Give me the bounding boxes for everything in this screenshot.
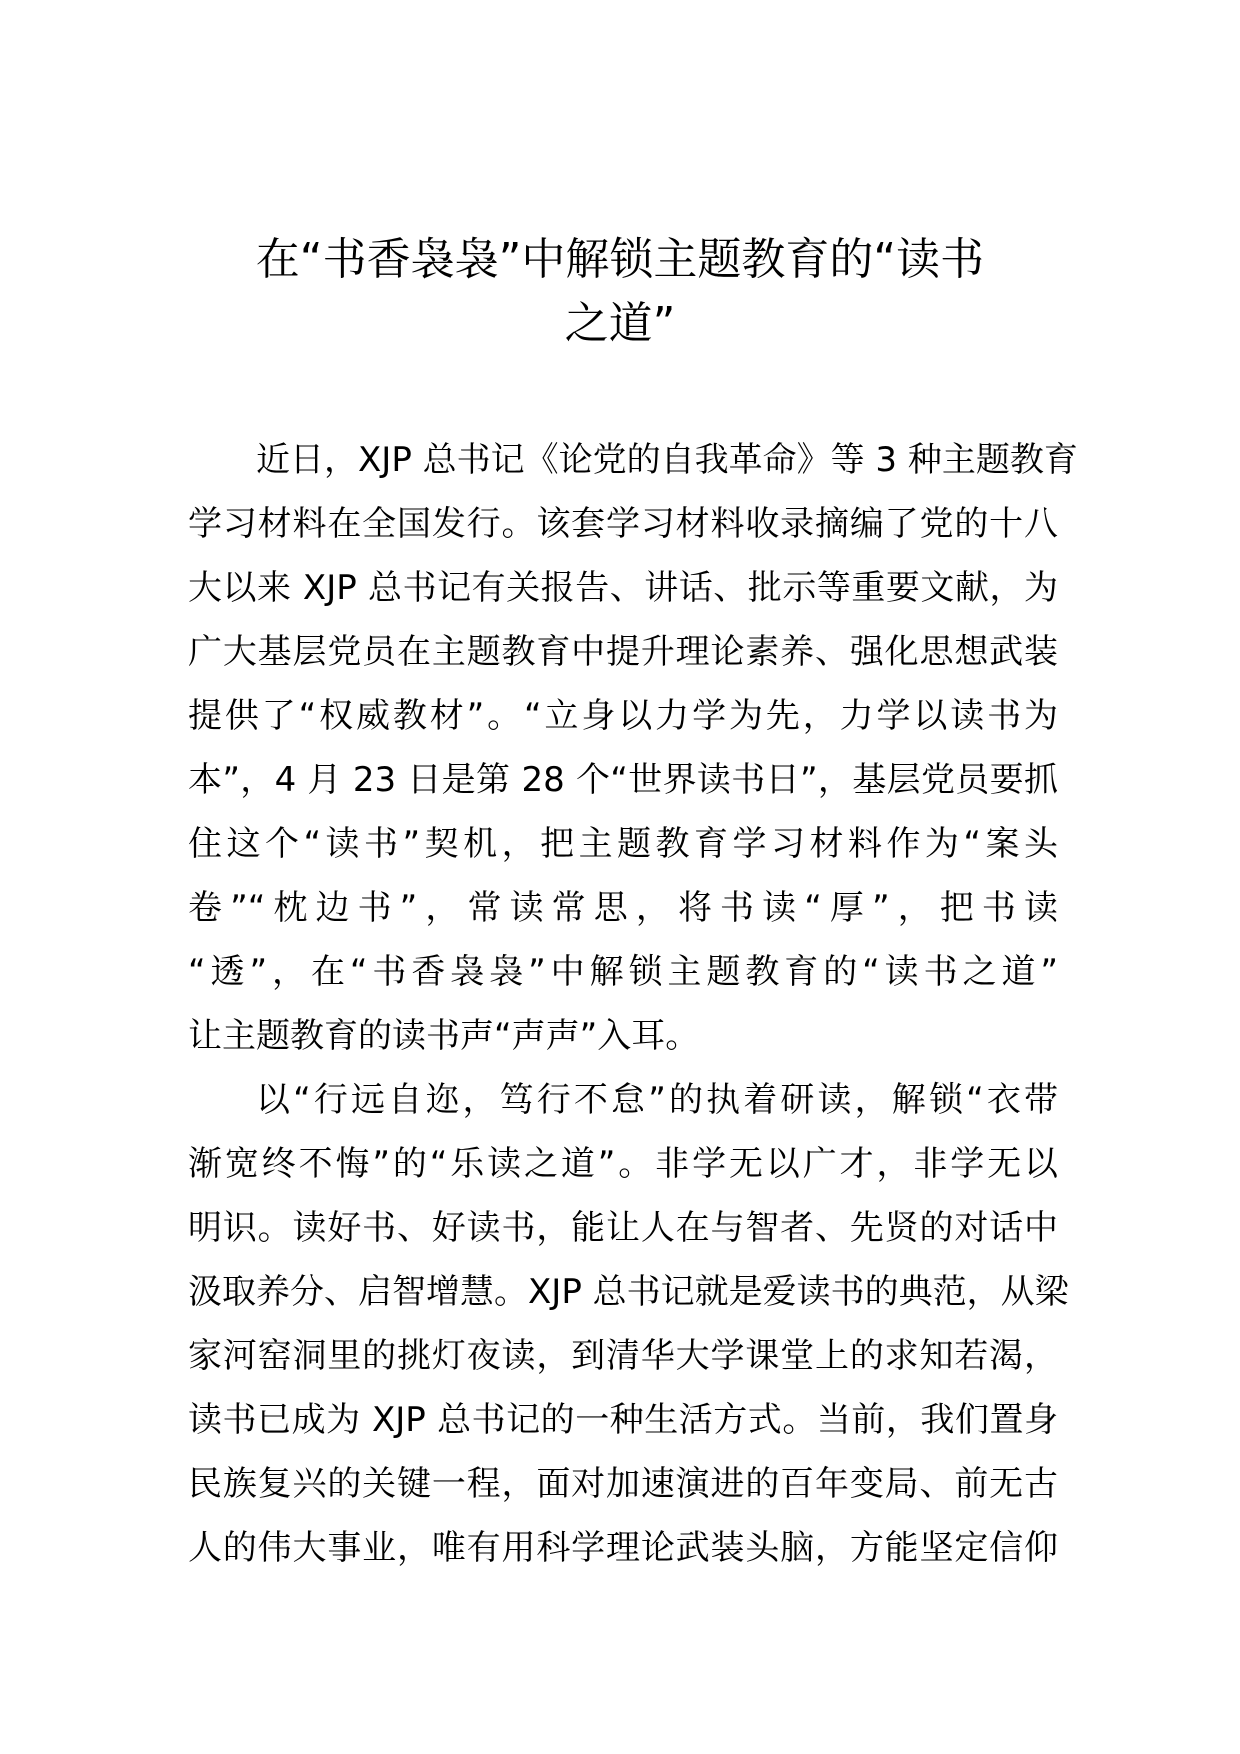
text-line: 大以来 XJP 总书记有关报告、讲话、批示等重要文献，为 [188,568,1058,608]
text-line: 广大基层党员在主题教育中提升理论素养、强化思想武装 [188,632,1058,672]
paragraph [188,1068,1069,1580]
text-line: 住这个“读书”契机，把主题教育学习材料作为“案头 [188,824,1058,864]
paragraph [188,428,1078,1068]
text-line: 读书已成为 XJP 总书记的一种生活方式。当前，我们置身 [188,1400,1058,1440]
text-line: 人的伟大事业，唯有用科学理论武装头脑，方能坚定信仰 [188,1528,1058,1568]
text-line: 渐宽终不悔”的“乐读之道”。非学无以广才，非学无以 [188,1144,1058,1184]
text-line: 让主题教育的读书声“声声”入耳。 [188,1016,700,1056]
text-line: 学习材料在全国发行。该套学习材料收录摘编了党的十八 [188,504,1058,544]
text-line: 本”，4 月 23 日是第 28 个“世界读书日”，基层党员要抓 [188,760,1058,800]
text-line: 提供了“权威教材”。“立身以力学为先，力学以读书为 [188,696,1058,736]
text-line: 民族复兴的关键一程，面对加速演进的百年变局、前无古 [188,1464,1058,1504]
title-line: 在“书香袅袅”中解锁主题教育的“读书 [255,234,985,285]
text-line: 近日，XJP 总书记《论党的自我革命》等 3 种主题教育 [256,440,1078,480]
text-line: 明识。读好书、好读书，能让人在与智者、先贤的对话中 [188,1208,1058,1248]
text-line: 家河窑洞里的挑灯夜读，到清华大学课堂上的求知若渴， [188,1336,1058,1376]
text-line: 卷”“枕边书”，常读常思，将书读“厚”，把书读 [188,888,1058,928]
text-line: “透”，在“书香袅袅”中解锁主题教育的“读书之道” [188,952,1058,992]
text-line: 汲取养分、启智增慧。XJP 总书记就是爱读书的典范，从梁 [188,1272,1069,1312]
text-line: 以“行远自迩，笃行不怠”的执着研读，解锁“衣带 [256,1080,1058,1120]
document-body [188,428,1078,1580]
document-title [150,228,1090,356]
title-line: 之道” [564,298,676,349]
